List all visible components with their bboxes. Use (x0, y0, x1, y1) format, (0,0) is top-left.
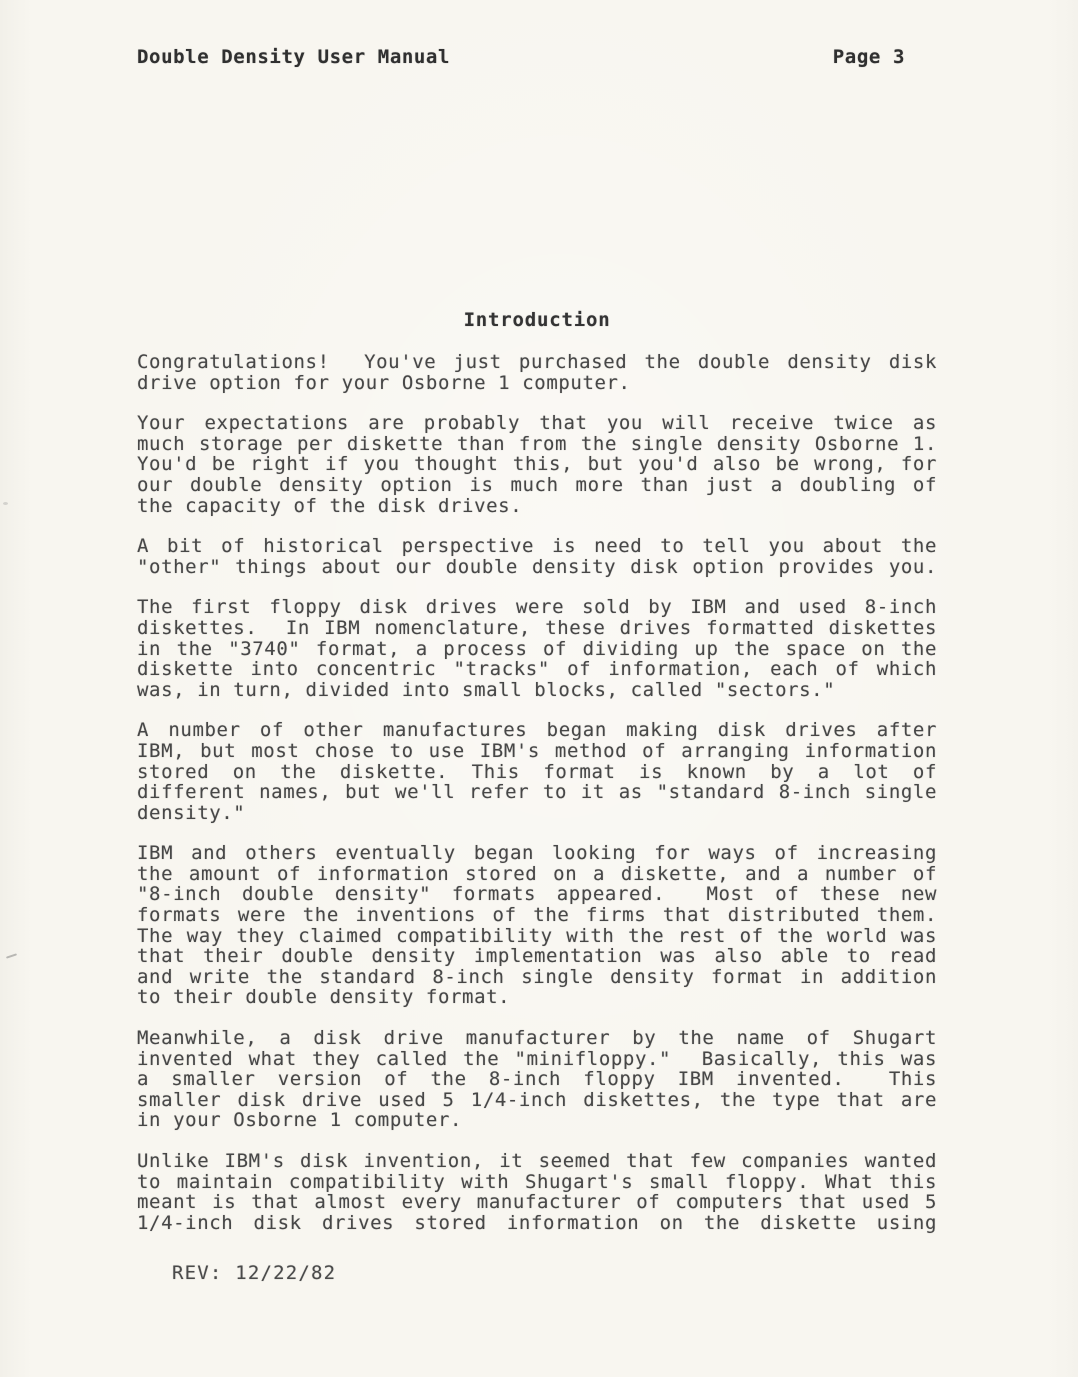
document-body (137, 352, 937, 1253)
text-line: to their double density format. (137, 986, 511, 1009)
text-line: The way they claimed compatibility with the rest of the world was (137, 924, 937, 947)
text-line: in the "3740" format, a process of dividing up the space on the (137, 637, 937, 660)
page-number: Page 3 (832, 46, 905, 68)
text-line: our double density option is much more than just a doubling of (137, 473, 937, 496)
text-line: was, in turn, divided into small blocks, called "sectors." (137, 678, 836, 701)
text-line: Unlike IBM's disk invention, it seemed that few companies wanted (137, 1150, 937, 1172)
text-line: invented what they called the "minifloppy." Basically, this was (137, 1047, 937, 1070)
text-line: Congratulations! You've just purchased the double density disk (137, 351, 937, 373)
text-line: stored on the diskette. This format is known by a lot of (137, 760, 937, 783)
paragraph (137, 1028, 937, 1131)
text-line: IBM and others eventually began looking for ways of increasing (137, 842, 937, 865)
page-header (137, 46, 937, 68)
text-line: drive option for your Osborne 1 computer. (137, 371, 631, 394)
text-line: to maintain compatibility with Shugart's small floppy. What this (137, 1170, 937, 1193)
text-line: a smaller version of the 8-inch floppy IBM invented. This (137, 1068, 937, 1091)
text-line: diskettes. In IBM nomenclature, these drives formatted diskettes (137, 616, 937, 639)
paragraph (137, 352, 937, 393)
text-line: much storage per diskette than from the single density Osborne 1. (137, 432, 937, 455)
revision-note: REV: 12/22/82 (172, 1262, 337, 1284)
text-line: IBM, but most chose to use IBM's method of arranging information (137, 739, 937, 762)
text-line: formats were the inventions of the firms that distributed them. (137, 904, 937, 927)
text-line: and write the standard 8-inch single density format in addition (137, 965, 937, 988)
text-line: "other" things about our double density disk option provides you. (137, 555, 937, 578)
text-line: density." (137, 801, 246, 824)
text-line: 1/4-inch disk drives stored information on the diskette using (137, 1211, 937, 1234)
scan-artifact-dot (3, 502, 8, 505)
text-line: A number of other manufactures began making disk drives after (137, 719, 937, 742)
text-line: different names, but we'll refer to it as "standard 8-inch single (137, 781, 937, 804)
text-line: diskette into concentric "tracks" of information, each of which (137, 658, 937, 681)
text-line: Meanwhile, a disk drive manufacturer by the name of Shugart (137, 1027, 937, 1050)
text-line: that their double density implementation was also able to read (137, 945, 937, 968)
text-line: the capacity of the disk drives. (137, 494, 523, 517)
paragraph (137, 843, 937, 1008)
text-line: A bit of historical perspective is need to tell you about the (137, 535, 937, 558)
document-title: Double Density User Manual (137, 46, 451, 68)
paragraph (137, 597, 937, 700)
scan-artifact-dash (6, 953, 17, 958)
paragraph (137, 413, 937, 516)
section-title: Introduction (463, 309, 611, 331)
text-line: Your expectations are probably that you will receive twice as (137, 412, 937, 435)
paragraph (137, 720, 937, 823)
text-line: meant is that almost every manufacturer of computers that used 5 (137, 1191, 937, 1214)
text-line: the amount of information stored on a diskette, and a number of (137, 862, 937, 885)
text-line: in your Osborne 1 computer. (137, 1109, 463, 1132)
paragraph (137, 1151, 937, 1233)
text-line: "8-inch double density" formats appeared. Most of these new (137, 883, 937, 906)
text-line: You'd be right if you thought this, but you'd also be wrong, for (137, 453, 937, 476)
text-line: The first floppy disk drives were sold by IBM and used 8-inch (137, 596, 937, 619)
paragraph (137, 536, 937, 577)
text-line: smaller disk drive used 5 1/4-inch diskettes, the type that are (137, 1088, 937, 1111)
